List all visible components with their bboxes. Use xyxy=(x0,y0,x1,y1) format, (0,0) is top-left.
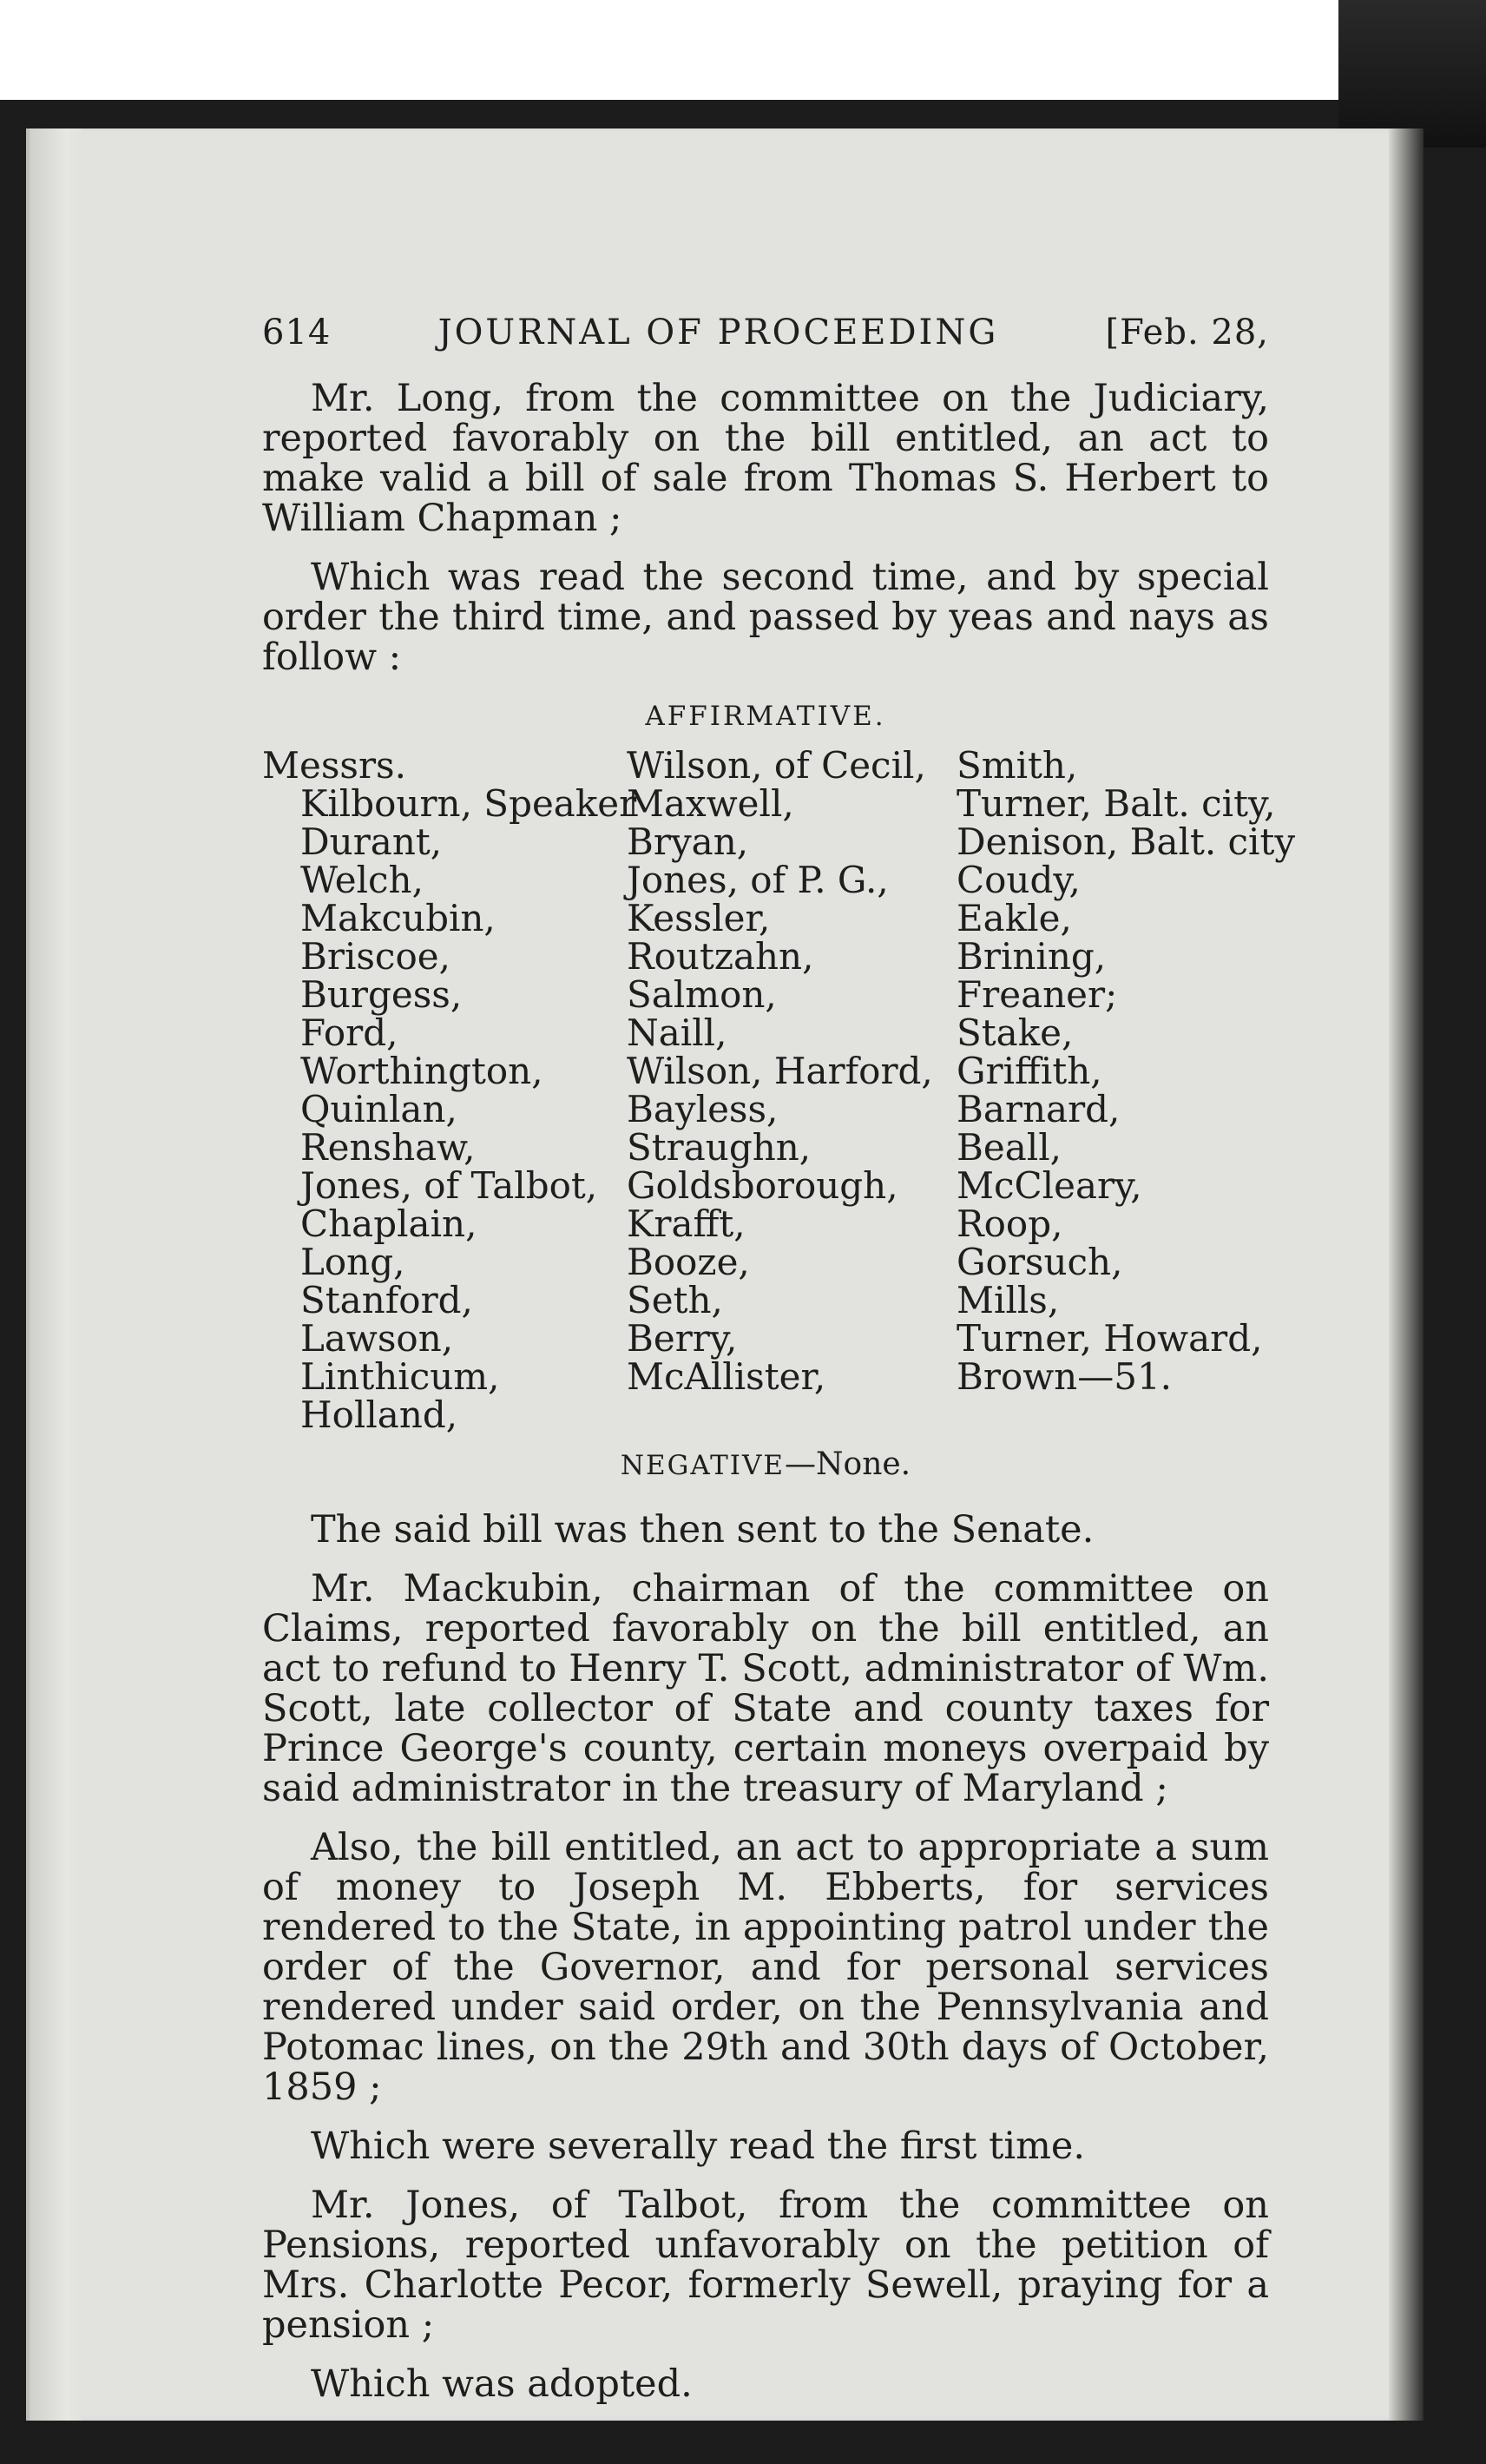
page-text xyxy=(262,313,1296,2423)
paragraph-pensions-report: Mr. Jones, of Talbot, from the committee on Pensions, reported unfavorably on the petition of Mrs. Charlotte Pecor, formerly Sewell, praying for a pension ; xyxy=(262,2184,1269,2347)
vote-name: Gorsuch, xyxy=(957,1241,1123,1283)
vote-column-1 xyxy=(262,744,637,1436)
vote-name: Chaplain, xyxy=(300,1202,477,1245)
vote-name: Krafft, xyxy=(627,1202,746,1245)
vote-name: Wilson, Harford, xyxy=(627,1050,933,1092)
vote-name: Stanford, xyxy=(300,1279,473,1321)
vote-name: Kessler, xyxy=(627,897,771,939)
vote-name: Beall, xyxy=(957,1126,1062,1169)
vote-name: Booze, xyxy=(627,1241,750,1283)
vote-name: Makcubin, xyxy=(300,897,496,939)
vote-name: Bryan, xyxy=(627,820,749,863)
page-number: 614 xyxy=(262,313,332,352)
vote-name: Jones, of P. G., xyxy=(627,859,889,901)
header-date: [Feb. 28, xyxy=(1105,313,1269,352)
vote-name: Denison, Balt. city xyxy=(957,820,1296,863)
vote-name: Mills, xyxy=(957,1279,1060,1321)
vote-name: Holland, xyxy=(300,1393,458,1436)
vote-name: Berry, xyxy=(627,1317,738,1360)
running-header xyxy=(262,313,1269,352)
page-edge xyxy=(26,128,82,2421)
paragraph-sent-to-senate: The said bill was then sent to the Senate. xyxy=(311,1508,1095,1552)
vote-name: Burgess, xyxy=(300,973,463,1016)
vote-name: Coudy, xyxy=(957,859,1081,901)
vote-name: McCleary, xyxy=(957,1164,1142,1207)
vote-name: Straughn, xyxy=(627,1126,812,1169)
vote-name: Bayless, xyxy=(627,1088,779,1130)
negative-label: NEGATIVE xyxy=(620,1450,786,1481)
vote-name: Maxwell, xyxy=(627,782,794,825)
vote-name: Griffith, xyxy=(957,1050,1102,1092)
vote-name: Brining, xyxy=(957,935,1107,978)
paragraph-adopted: Which was adopted. xyxy=(311,2362,693,2406)
journal-title: JOURNAL OF PROCEEDING xyxy=(437,313,999,352)
vote-name: Turner, Howard, xyxy=(957,1317,1263,1360)
vote-name: Smith, xyxy=(957,744,1078,787)
negative-line xyxy=(262,1445,1269,1486)
book-binding-strip xyxy=(1338,0,1486,148)
background-band xyxy=(0,0,1486,100)
vote-name: Eakle, xyxy=(957,897,1072,939)
vote-column-3 xyxy=(957,744,1296,1434)
paragraph-judiciary-report: Mr. Long, from the committee on the Judiciary, reported favorably on the bill entitled, an act to make valid a bill of sale from Thomas S. Herbert to William Chapman ; xyxy=(262,377,1269,540)
vote-column-2 xyxy=(627,744,957,1434)
paragraph-ebberts-bill: Also, the bill entitled, an act to appropriate a sum of money to Joseph M. Ebberts, for services rendered to the State, in appointing patrol under the order of the Governor, and for personal services rendered under said order, on the Pennsylvania and Potomac lines, on the 29th and 30th days of October, 1859 ; xyxy=(262,1826,1269,2109)
affirmative-heading: AFFIRMATIVE. xyxy=(645,701,886,732)
vote-name: Roop, xyxy=(957,1202,1063,1245)
page-gutter xyxy=(1389,128,1424,2421)
vote-name: Briscoe, xyxy=(300,935,450,978)
vote-name: Routzahn, xyxy=(627,935,814,978)
vote-name: McAllister, xyxy=(627,1355,826,1398)
vote-list xyxy=(262,744,1296,1436)
vote-name: Brown—51. xyxy=(957,1355,1173,1398)
vote-name: Ford, xyxy=(300,1011,398,1054)
paragraph-first-reading: Which were severally read the first time. xyxy=(311,2125,1086,2168)
paragraph-read-passed: Which was read the second time, and by special order the third time, and passed by yeas and nays as follow : xyxy=(262,556,1269,679)
vote-name: Freaner; xyxy=(957,973,1118,1016)
vote-name: Wilson, of Cecil, xyxy=(627,744,926,787)
vote-name: Seth, xyxy=(627,1279,723,1321)
vote-name: Worthington, xyxy=(300,1050,543,1092)
vote-name: Quinlan, xyxy=(300,1088,457,1130)
vote-name: Naill, xyxy=(627,1011,727,1054)
vote-name: Messrs. xyxy=(262,744,406,787)
vote-name: Lawson, xyxy=(300,1317,454,1360)
vote-name: Goldsborough, xyxy=(627,1164,898,1207)
vote-name: Stake, xyxy=(957,1011,1074,1054)
vote-name: Jones, of Talbot, xyxy=(300,1164,598,1207)
vote-name: Durant, xyxy=(300,820,443,863)
paragraph-claims-report: Mr. Mackubin, chairman of the committee on Claims, reported favorably on the bill entitled, an act to refund to Henry T. Scott, administrator of Wm. Scott, late collector of State and county taxes for Prince George's county, certain moneys overpaid by said administrator in the treasury of Maryland ; xyxy=(262,1567,1269,1810)
vote-name: Turner, Balt. city, xyxy=(957,782,1276,825)
vote-name: Kilbourn, Speaker xyxy=(300,782,637,825)
vote-name: Barnard, xyxy=(957,1088,1121,1130)
vote-name: Renshaw, xyxy=(300,1126,476,1169)
vote-name: Linthicum, xyxy=(300,1355,500,1398)
vote-name: Salmon, xyxy=(627,973,777,1016)
vote-name: Long, xyxy=(300,1241,405,1283)
vote-name: Welch, xyxy=(300,859,424,901)
negative-result: —None. xyxy=(785,1446,911,1482)
